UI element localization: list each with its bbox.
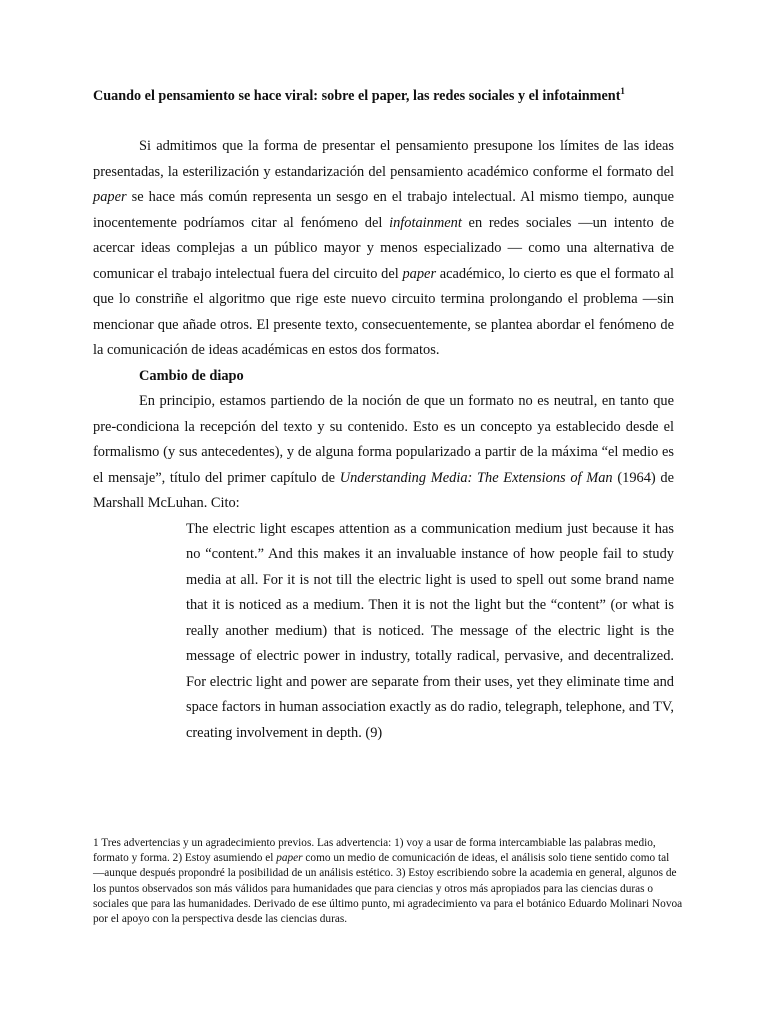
footnote xyxy=(93,836,683,927)
document-title xyxy=(93,86,693,106)
book-title: Understanding Media: The Extensions of Man xyxy=(339,469,613,486)
block-quote: The electric light escapes attention as a communication medium just because it has no “content.” And this makes it an invaluable instance of how people fail to study media at all. For it is not till the electric light is used to spell out some brand name that it is noticed as a medium. Then it is not the light but the “content” (or what is really another medium) that is noticed. The message of the electric light is the message of electric power in industry, totally radical, pervasive, and decentralized. For electric light and power are separate from their uses, yet they eliminate time and space factors in human association exactly as do radio, telegraph, telephone, and TV, creating involvement in depth. (9) xyxy=(186,520,674,741)
italic-term: paper xyxy=(276,852,303,865)
footnote-text: como un medio de comunicación de ideas, el análisis solo tiene sentido como tal —aunque después propondré la posibilidad de un análisis estético. 3) Estoy escribiendo sobre la academia en general, algunos de los puntos observados son más válidos para humanidades que para ciencias y otros más apropiados para las ciencias duras o sociales que para las humanidades. Derivado de ese último punto, mi agradecimiento va para el botánico Eduardo Molinari Novoa por el apoyo con la perspectiva desde las ciencias duras. xyxy=(93,852,683,926)
paragraph-text: (1964) de Marshall McLuhan. Cito: xyxy=(93,469,674,511)
italic-term: infotainment xyxy=(389,214,462,231)
title-text: Cuando el pensamiento se hace viral: sobre el paper, las redes sociales y el infotainment xyxy=(93,88,621,104)
paragraph-text: Si admitimos que la forma de presentar el pensamiento presupone los límites de las ideas presentadas, la esterilización y estandarización del pensamiento académico conforme el formato del xyxy=(93,138,674,180)
paragraph-text: En principio, estamos partiendo de la noción de que un formato no es neutral, en tanto que pre-condiciona la recepción del texto y su contenido. Esto es un concepto ya establecido desde el formalismo (y sus antecedentes), y de alguna forma popularizado a partir de la máxima “el medio es el mensaje”, título del primer capítulo de xyxy=(93,393,674,486)
italic-term: paper xyxy=(402,265,437,282)
paragraph-text: se hace más común representa un sesgo en el trabajo intelectual. Al mismo tiempo, aunque inocentemente podríamos citar al fenómeno del xyxy=(93,189,674,231)
paragraph-principle xyxy=(93,389,674,517)
footnote-text: 1 Tres advertencias y un agradecimiento previos. Las advertencia: 1) voy a usar de forma intercambiable las palabras medio, formato y forma. 2) Estoy asumiendo el xyxy=(93,837,656,865)
section-heading: Cambio de diapo xyxy=(139,367,244,384)
paragraph-text: académico, lo cierto es que el formato al que lo constriñe el algoritmo que rige este nuevo circuito termina prolongando el problema —sin mencionar que añade otros. El presente texto, consecuentemente, se plantea abordar el fenómeno de la comunicación de ideas académicas en estos dos formatos. xyxy=(93,265,674,358)
paragraph-text: en redes sociales —un intento de acercar ideas complejas a un público mayor y menos especializado — como una alternativa de comunicar el trabajo intelectual fuera del circuito del xyxy=(93,214,674,282)
document-body xyxy=(93,134,674,746)
italic-term: paper xyxy=(93,189,127,205)
paragraph-introduction xyxy=(93,134,674,364)
footnote-reference[interactable]: 1 xyxy=(620,86,625,96)
